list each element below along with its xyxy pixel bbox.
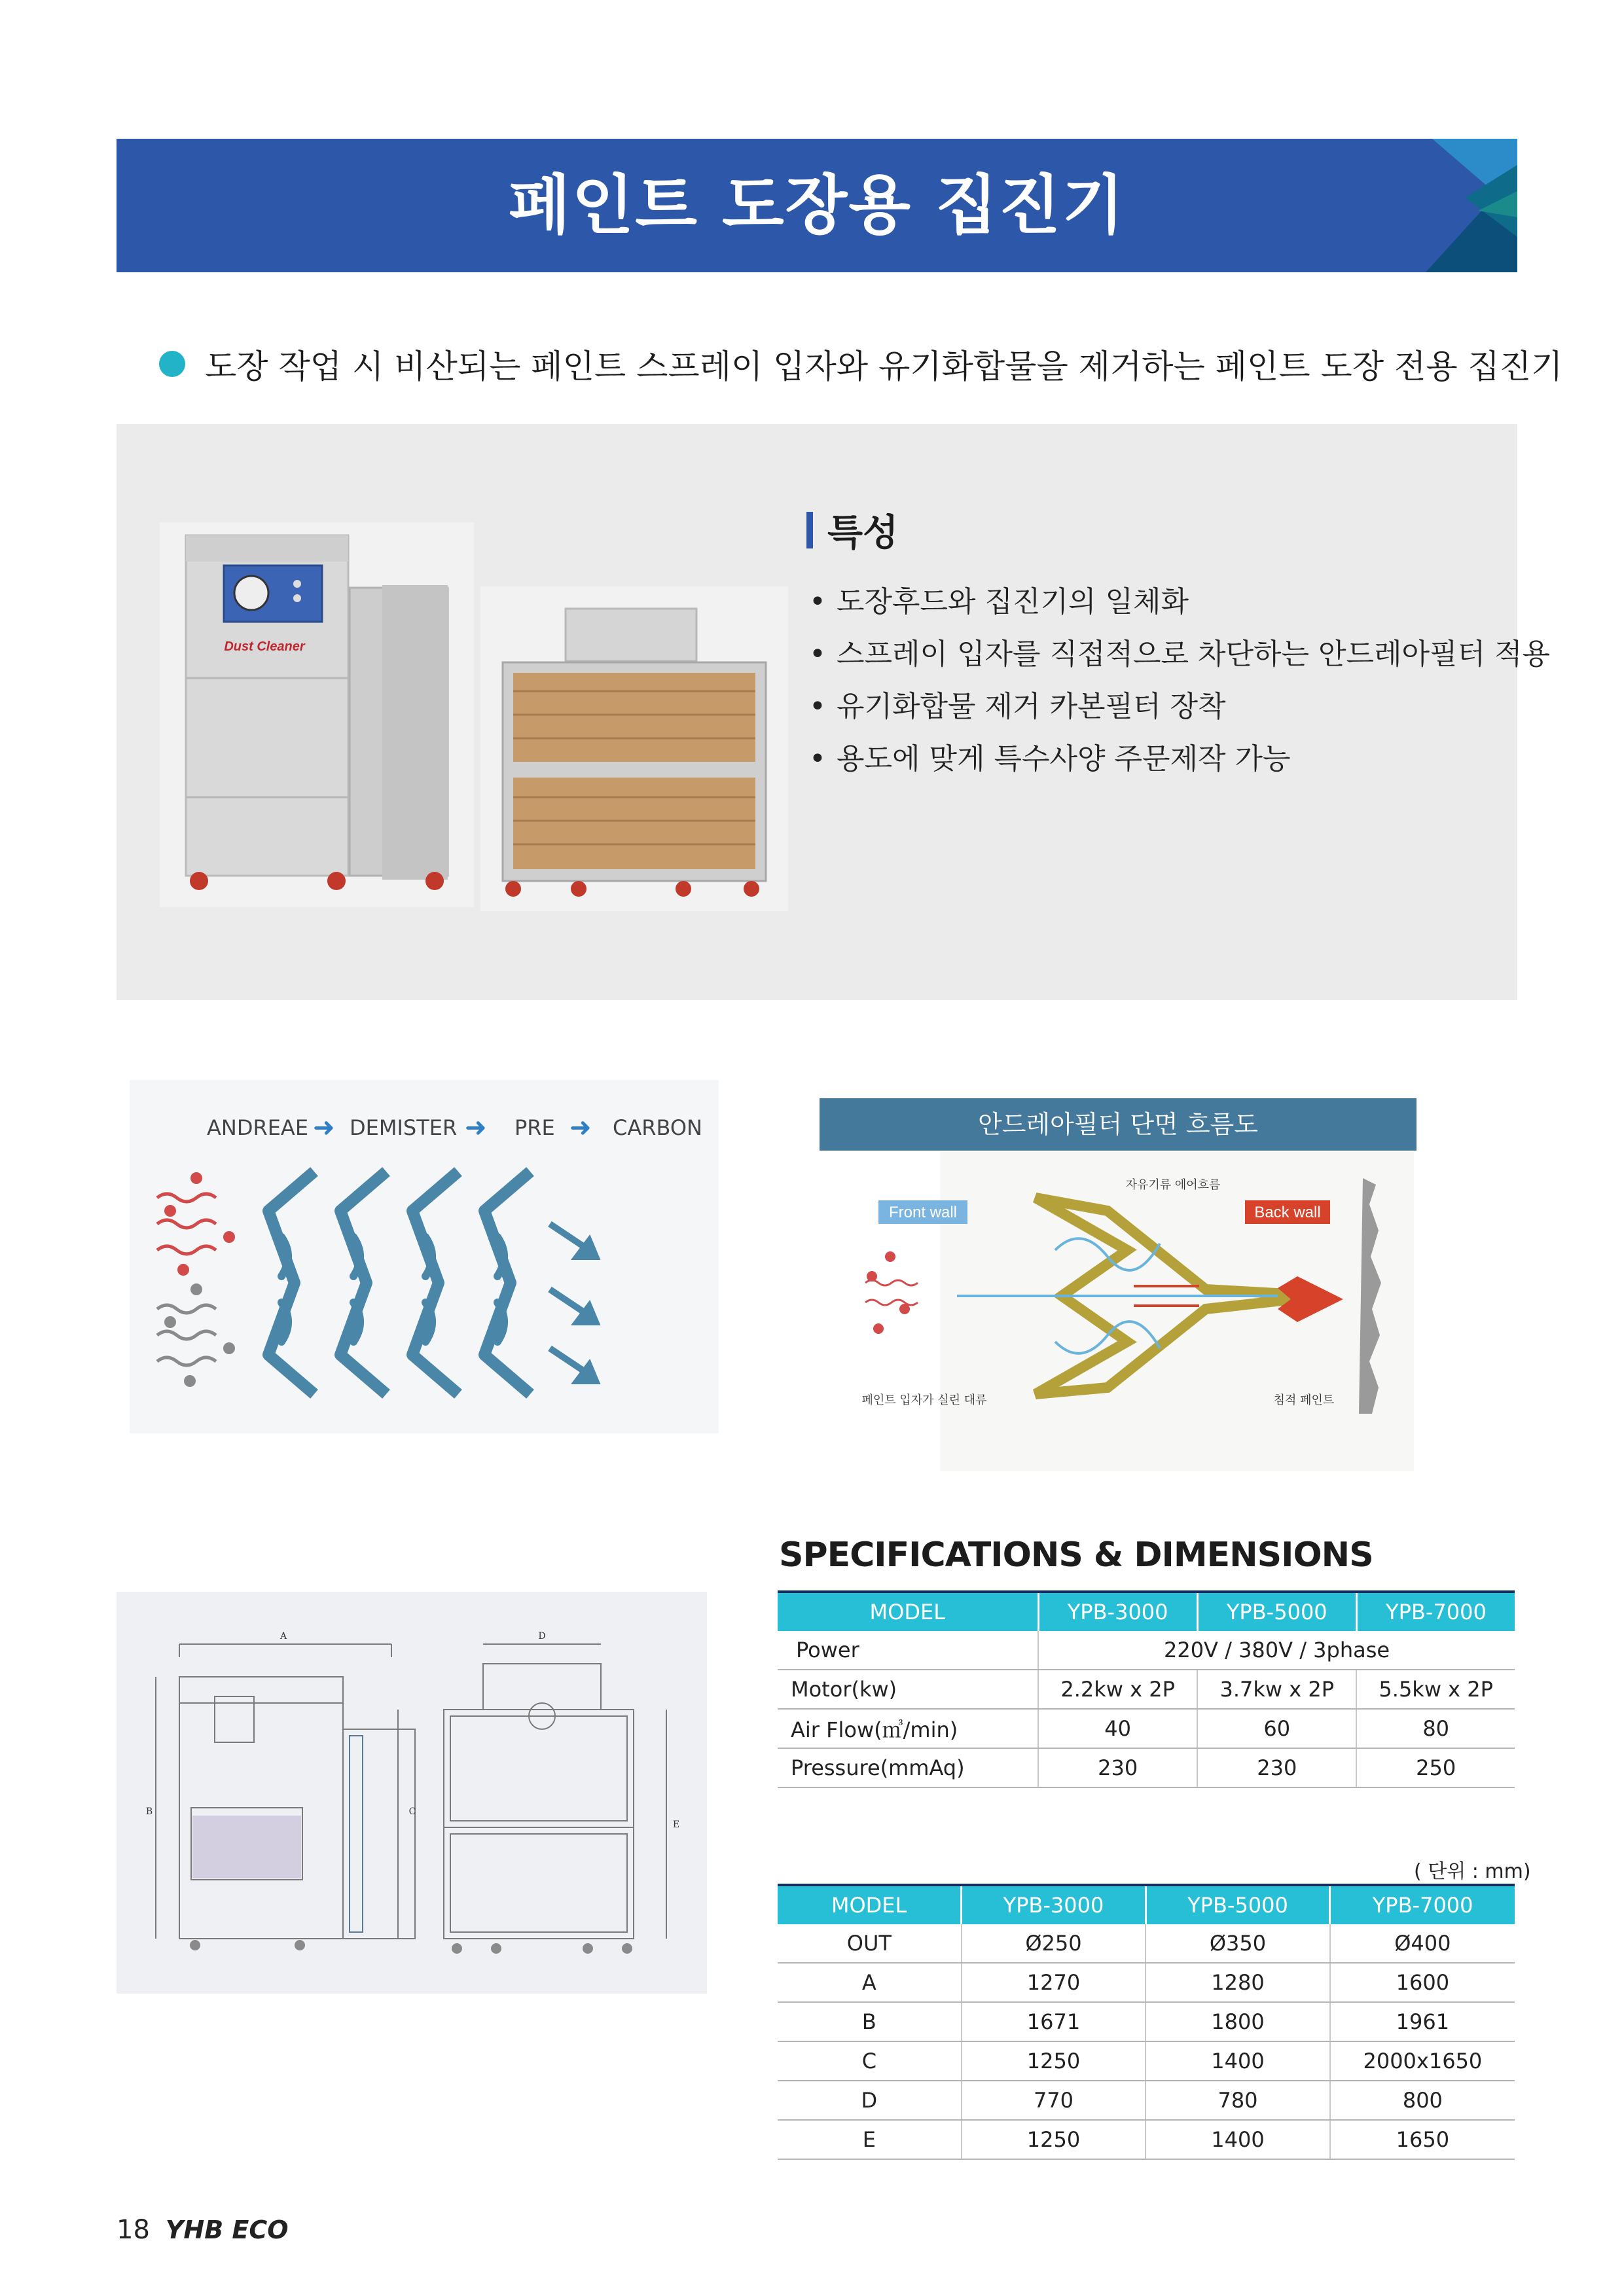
table-cell: 1650 — [1330, 2120, 1515, 2159]
arrow-right-icon: ➜ — [569, 1113, 592, 1143]
table-cell: Ø250 — [962, 1924, 1146, 1963]
table-cell: 40 — [1038, 1709, 1197, 1748]
table-cell: 1250 — [962, 2041, 1146, 2081]
row-label: A — [778, 1963, 962, 2002]
table-cell: 250 — [1356, 1748, 1515, 1787]
col-header: MODEL — [778, 1592, 1038, 1631]
table-cell: 1400 — [1146, 2120, 1330, 2159]
table-cell: 230 — [1038, 1748, 1197, 1787]
drawing-label-a: A — [280, 1631, 287, 1641]
row-label: Air Flow(㎥/min) — [778, 1709, 1038, 1748]
heading-bar-icon — [806, 512, 813, 548]
specs-title: SPECIFICATIONS & DIMENSIONS — [779, 1535, 1373, 1575]
feature-item: • 유기화합물 제거 카본필터 장착 — [809, 681, 1550, 733]
col-header: MODEL — [778, 1885, 962, 1924]
table-cell: Ø400 — [1330, 1924, 1515, 1963]
product-photo-collector — [160, 522, 474, 907]
table-cell: 60 — [1197, 1709, 1356, 1748]
row-label: B — [778, 2002, 962, 2041]
stage-label-pre: PRE — [514, 1115, 555, 1140]
table-cell: 2000x1650 — [1330, 2041, 1515, 2081]
intro-text: 도장 작업 시 비산되는 페인트 스프레이 입자와 유기화합물을 제거하는 페인트 도장 전용 집진기 — [205, 348, 1563, 386]
col-header: YPB-7000 — [1330, 1885, 1515, 1924]
features-list — [809, 576, 1550, 785]
row-label: Motor(kw) — [778, 1670, 1038, 1709]
dimensions-drawing — [117, 1592, 707, 1994]
table-row — [778, 2120, 1515, 2159]
table-cell: 1400 — [1146, 2041, 1330, 2081]
table-cell: 800 — [1330, 2081, 1515, 2120]
title-banner — [117, 139, 1517, 272]
drawing-label-c: C — [408, 1806, 416, 1817]
arrow-right-icon: ➜ — [465, 1113, 487, 1143]
table-cell: 1800 — [1146, 2002, 1330, 2041]
product-photo-filter-wall — [480, 586, 788, 911]
filter-stages-illustration — [144, 1158, 628, 1414]
feature-item: • 도장후드와 집진기의 일체화 — [809, 576, 1550, 628]
row-label: C — [778, 2041, 962, 2081]
footer-brand: YHB ECO — [165, 2215, 289, 2244]
airflow-label: 자유기류 에어흐름 — [1125, 1178, 1221, 1192]
dimensions-table — [778, 1884, 1515, 2160]
page-footer — [117, 2215, 289, 2245]
power-value: 220V / 380V / 3phase — [1038, 1631, 1515, 1670]
table-cell: 2.2kw x 2P — [1038, 1670, 1197, 1709]
table-cell: 230 — [1197, 1748, 1356, 1787]
drawing-label-d: D — [538, 1631, 546, 1641]
features-heading — [806, 504, 898, 556]
features-heading-text: 특성 — [827, 512, 899, 554]
table-row — [778, 1963, 1515, 2002]
table-row — [778, 2002, 1515, 2041]
table-cell: 780 — [1146, 2081, 1330, 2120]
product-logo: Dust Cleaner — [224, 639, 305, 654]
intro-line — [159, 340, 1562, 387]
col-header: YPB-7000 — [1356, 1592, 1515, 1631]
stage-label-demister: DEMISTER — [350, 1115, 458, 1140]
particles-label: 페인트 입자가 실린 대류 — [861, 1393, 987, 1407]
table-row — [778, 1924, 1515, 1963]
row-label: Pressure(mmAq) — [778, 1748, 1038, 1787]
table-cell: 3.7kw x 2P — [1197, 1670, 1356, 1709]
table-row — [778, 2081, 1515, 2120]
table-row — [778, 1748, 1515, 1787]
unit-note: ( 단위 : mm) — [1414, 1860, 1531, 1883]
table-row — [778, 1709, 1515, 1748]
table-header-row — [778, 1592, 1515, 1631]
specs-table — [778, 1590, 1515, 1788]
front-wall-label: Front wall — [888, 1204, 958, 1221]
table-cell: 1270 — [962, 1963, 1146, 2002]
feature-item: • 스프레이 입자를 직접적으로 차단하는 안드레아필터 적용 — [809, 628, 1550, 681]
arrow-right-icon: ➜ — [313, 1113, 335, 1143]
row-label: OUT — [778, 1924, 962, 1963]
table-row — [778, 2041, 1515, 2081]
table-cell: 5.5kw x 2P — [1356, 1670, 1515, 1709]
table-cell: 1671 — [962, 2002, 1146, 2041]
stage-label-andreae: ANDREAE — [207, 1115, 309, 1140]
back-wall-label: Back wall — [1254, 1204, 1321, 1221]
table-cell: 1600 — [1330, 1963, 1515, 2002]
table-cell: 80 — [1356, 1709, 1515, 1748]
table-cell: Ø350 — [1146, 1924, 1330, 1963]
col-header: YPB-5000 — [1146, 1885, 1330, 1924]
row-label: D — [778, 2081, 962, 2120]
banner-corner-decoration — [1386, 139, 1517, 272]
col-header: YPB-3000 — [962, 1885, 1146, 1924]
drawing-label-e: E — [672, 1820, 680, 1830]
table-cell: 1280 — [1146, 1963, 1330, 2002]
feature-item: • 용도에 맞게 특수사양 주문제작 가능 — [809, 733, 1550, 785]
table-row — [778, 1670, 1515, 1709]
stage-label-carbon: CARBON — [613, 1115, 702, 1140]
table-cell: 1250 — [962, 2120, 1146, 2159]
row-label: E — [778, 2120, 962, 2159]
col-header: YPB-5000 — [1197, 1592, 1356, 1631]
cross-section-diagram — [820, 1152, 1416, 1471]
cross-section-title: 안드레아필터 단면 흐름도 — [820, 1098, 1416, 1151]
page-title: 페인트 도장용 집진기 — [508, 168, 1126, 243]
page-number: 18 — [117, 2215, 150, 2245]
table-cell: 1961 — [1330, 2002, 1515, 2041]
table-row — [778, 1631, 1515, 1670]
drawing-label-b: B — [145, 1806, 153, 1817]
col-header: YPB-3000 — [1038, 1592, 1197, 1631]
row-label: Power — [778, 1631, 1038, 1670]
deposit-label: 침적 페인트 — [1273, 1393, 1335, 1407]
table-cell: 770 — [962, 2081, 1146, 2120]
table-header-row — [778, 1885, 1515, 1924]
bullet-dot-icon — [159, 351, 185, 377]
